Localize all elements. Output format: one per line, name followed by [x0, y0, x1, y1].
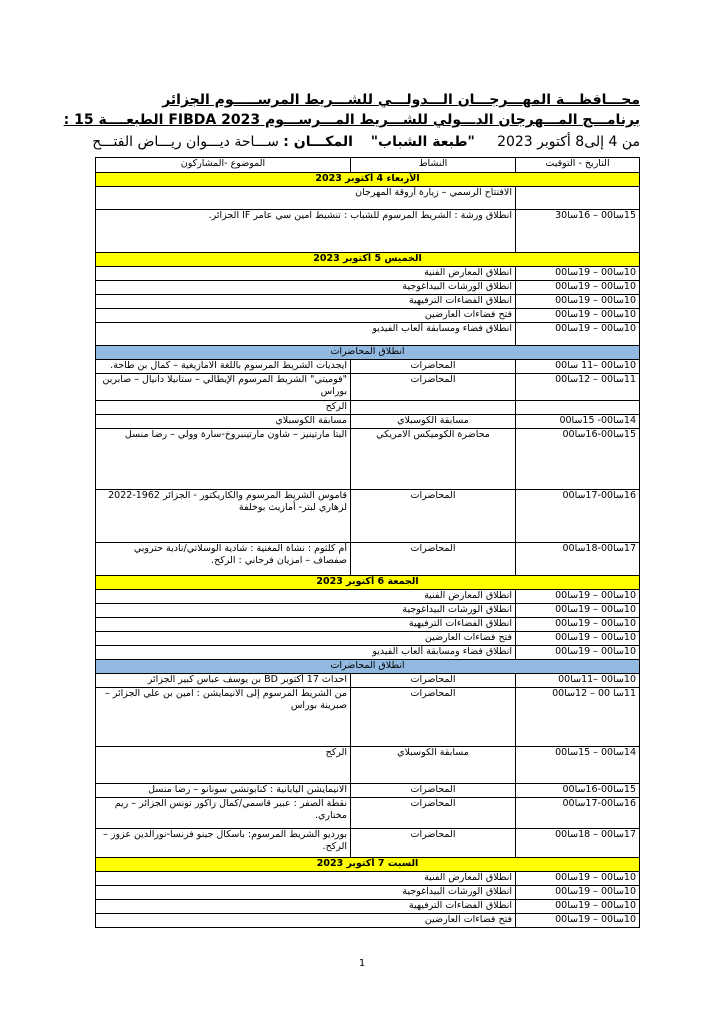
topic-cell: فتح فضاءات العارضين: [96, 632, 516, 646]
activity-cell: محاضرة الكوميكس الامريكي: [351, 429, 516, 490]
topic-cell: من الشريط المرسوم إلى الانيمايشن : امين بن علي الجزائر – صبرينة بوراس: [96, 688, 351, 747]
table-row: [96, 632, 640, 646]
activity-cell: المحاضرات: [351, 543, 516, 576]
time-cell: [516, 401, 640, 415]
topic-cell: نقطة الصفر : عبير قاسمي/كمال زاكور تونس الجزائر – ريم مختاري.: [96, 798, 351, 829]
activity-cell: [351, 401, 516, 415]
time-cell: 10سا00 – 19سا00: [516, 872, 640, 886]
topic-cell: فتح فضاءات العارضين: [96, 914, 516, 928]
lectures-header-row: [96, 660, 640, 674]
time-cell: 10سا00 – 19سا00: [516, 618, 640, 632]
lectures-label: انطلاق المحاضرات: [96, 346, 640, 360]
day-header-row: [96, 253, 640, 267]
header-line-3: [92, 134, 640, 150]
activity-cell: المحاضرات: [351, 688, 516, 747]
topic-cell: أم كلثوم : نشاة المغنية : شادية الوسلاتي/نادية حتروبي صفصاف – امزيان فرحاني : الركح.: [96, 543, 351, 576]
activity-cell: المحاضرات: [351, 674, 516, 688]
table-row: [96, 429, 640, 490]
header-line-2: برنامـــج المـــهرجان الدـــولي للشـــريط المـــرســـوم FIBDA 2023 الطبعــــة 15 :: [63, 112, 640, 128]
topic-cell: اليتا مارتينيز – شاون مارتينبروخ-سارة وولي – رضا منسل: [96, 429, 351, 490]
time-cell: 15سا00 – 16سا30: [516, 210, 640, 253]
program-table-body: [96, 173, 640, 928]
time-cell: 10سا00 – 19سا00: [516, 281, 640, 295]
table-row: [96, 872, 640, 886]
table-row: [96, 688, 640, 747]
header-place: ســـاحة ديـــوان ريـــاض الفتـــح: [92, 134, 279, 150]
topic-cell: انطلاق الفضاءات الترفيهية: [96, 295, 516, 309]
topic-cell: انطلاق المعارض الفنية: [96, 590, 516, 604]
day-label: السبت 7 أكتوبر 2023: [96, 858, 640, 872]
activity-cell: مسابقة الكوسبلاي: [351, 415, 516, 429]
time-cell: 10سا00 – 19سا00: [516, 295, 640, 309]
topic-cell: ايجديات الشريط المرسوم باللغة الامازيغية – كمال بن طاحة.: [96, 360, 351, 374]
table-row: [96, 829, 640, 858]
topic-cell: انطلاق ورشة : الشريط المرسوم للشباب : تنشيط امين سي عامر IF الجزائر.: [96, 210, 516, 253]
day-header-row: [96, 858, 640, 872]
time-cell: 11سا 00 – 12سا00: [516, 688, 640, 747]
time-cell: 10سا00 – 19سا00: [516, 323, 640, 346]
table-row: [96, 784, 640, 798]
time-cell: 10سا00 – 19سا00: [516, 590, 640, 604]
topic-cell: انطلاق الورشات البيداغوجية: [96, 886, 516, 900]
topic-cell: انطلاق فضاء ومسابقة ألعاب الفيديو: [96, 646, 516, 660]
topic-cell: انطلاق الورشات البيداغوجية: [96, 604, 516, 618]
topic-cell: بورديو الشريط المرسوم: باسكال جينو فرنسا-نورالدين عزوز – الركح.: [96, 829, 351, 858]
topic-cell: احداث 17 أكتوبر BD بن يوسف عباس كبير الجزائر: [96, 674, 351, 688]
activity-cell: المحاضرات: [351, 829, 516, 858]
table-row: [96, 900, 640, 914]
table-row: [96, 618, 640, 632]
time-cell: 14سا00 – 15سا00: [516, 747, 640, 784]
day-label: الجمعة 6 أكتوبر 2023: [96, 576, 640, 590]
lectures-header-row: [96, 346, 640, 360]
table-row: [96, 914, 640, 928]
topic-cell: انطلاق الفضاءات الترفيهية: [96, 900, 516, 914]
day-header-row: [96, 576, 640, 590]
col-header-activity: النشاط: [351, 158, 516, 173]
activity-cell: المحاضرات: [351, 784, 516, 798]
activity-cell: المحاضرات: [351, 374, 516, 401]
table-row: [96, 646, 640, 660]
table-row: [96, 267, 640, 281]
time-cell: [516, 187, 640, 210]
time-cell: 15سا00-16سا00: [516, 429, 640, 490]
time-cell: 11سا00 – 12سا00: [516, 374, 640, 401]
time-cell: 10سا00 – 19سا00: [516, 309, 640, 323]
day-label: الأربعاء 4 أكتوبر 2023: [96, 173, 640, 187]
activity-cell: المحاضرات: [351, 490, 516, 543]
program-table: [95, 157, 640, 928]
table-row: [96, 323, 640, 346]
activity-cell: المحاضرات: [351, 798, 516, 829]
time-cell: 10سا00 –11سا00: [516, 674, 640, 688]
header-dates: من 4 إلى8 أكتوبر 2023: [497, 134, 640, 150]
time-cell: 10سا00 – 19سا00: [516, 900, 640, 914]
table-row: [96, 490, 640, 543]
time-cell: 17سا00 – 18سا00: [516, 829, 640, 858]
table-row: [96, 210, 640, 253]
table-row: [96, 798, 640, 829]
table-row: [96, 886, 640, 900]
topic-cell: الركح: [96, 401, 351, 415]
activity-cell: مسابقة الكوسبلاي: [351, 747, 516, 784]
table-row: [96, 401, 640, 415]
table-row: [96, 604, 640, 618]
page-number: 1: [358, 958, 366, 969]
table-row: [96, 415, 640, 429]
table-row: [96, 674, 640, 688]
table-row: [96, 281, 640, 295]
topic-cell: الافتتاح الرسمي – زيارة أروقة المهرجان: [96, 187, 516, 210]
activity-cell: المحاضرات: [351, 360, 516, 374]
lectures-label: انطلاق المحاضرات: [96, 660, 640, 674]
time-cell: 10سا00 – 19سا00: [516, 914, 640, 928]
time-cell: 10سا00 – 19سا00: [516, 604, 640, 618]
topic-cell: قاموس الشريط المرسوم والكاريكتور - الجزائر 1962-2022 لزهاري لبتر- أمازيث بوخلفة: [96, 490, 351, 543]
table-row: [96, 747, 640, 784]
time-cell: 10سا00 – 19سا00: [516, 632, 640, 646]
time-cell: 10سا00 – 19سا00: [516, 646, 640, 660]
topic-cell: "فوميتي" الشريط المرسوم الإيطالي – ستانيلا دانيال – صابرين بوراس: [96, 374, 351, 401]
time-cell: 10سا00 – 19سا00: [516, 267, 640, 281]
topic-cell: انطلاق المعارض الفنية: [96, 267, 516, 281]
topic-cell: الركح: [96, 747, 351, 784]
topic-cell: انطلاق الورشات البيداغوجية: [96, 281, 516, 295]
topic-cell: انطلاق فضاء ومسابقة ألعاب الفيديو: [96, 323, 516, 346]
table-row: [96, 543, 640, 576]
table-row: [96, 187, 640, 210]
day-header-row: [96, 173, 640, 187]
time-cell: 16سا00-17سا00: [516, 490, 640, 543]
header-place-label: المكـــان :: [283, 134, 353, 150]
day-label: الخميس 5 أكتوبر 2023: [96, 253, 640, 267]
time-cell: 15سا00-16سا00: [516, 784, 640, 798]
table-row: [96, 295, 640, 309]
table-header-row: [96, 158, 640, 173]
topic-cell: انطلاق المعارض الفنية: [96, 872, 516, 886]
table-row: [96, 374, 640, 401]
topic-cell: انطلاق الفضاءات الترفيهية: [96, 618, 516, 632]
time-cell: 17سا00-18سا00: [516, 543, 640, 576]
header-edition: "طبعة الشباب": [370, 134, 475, 150]
col-header-topic: الموضوع -المشاركون: [96, 158, 351, 173]
table-row: [96, 360, 640, 374]
table-row: [96, 309, 640, 323]
col-header-time: التاريخ - التوقيت: [516, 158, 640, 173]
time-cell: 14سا00- 15سا00: [516, 415, 640, 429]
time-cell: 10سا00 –11 سا00: [516, 360, 640, 374]
topic-cell: مسابقة الكوسبلاي: [96, 415, 351, 429]
time-cell: 10سا00 – 19سا00: [516, 886, 640, 900]
topic-cell: الانيمايشن اليابانية : كنابوتشي سونانو – رضا منسل: [96, 784, 351, 798]
time-cell: 16سا00-17سا00: [516, 798, 640, 829]
table-row: [96, 590, 640, 604]
header-line-1: محـــافظـــة المهـــرجـــان الـــدولـــي للشـــريط المرســـــوم الجزائر: [162, 92, 640, 108]
topic-cell: فتح فضاءات العارضين: [96, 309, 516, 323]
